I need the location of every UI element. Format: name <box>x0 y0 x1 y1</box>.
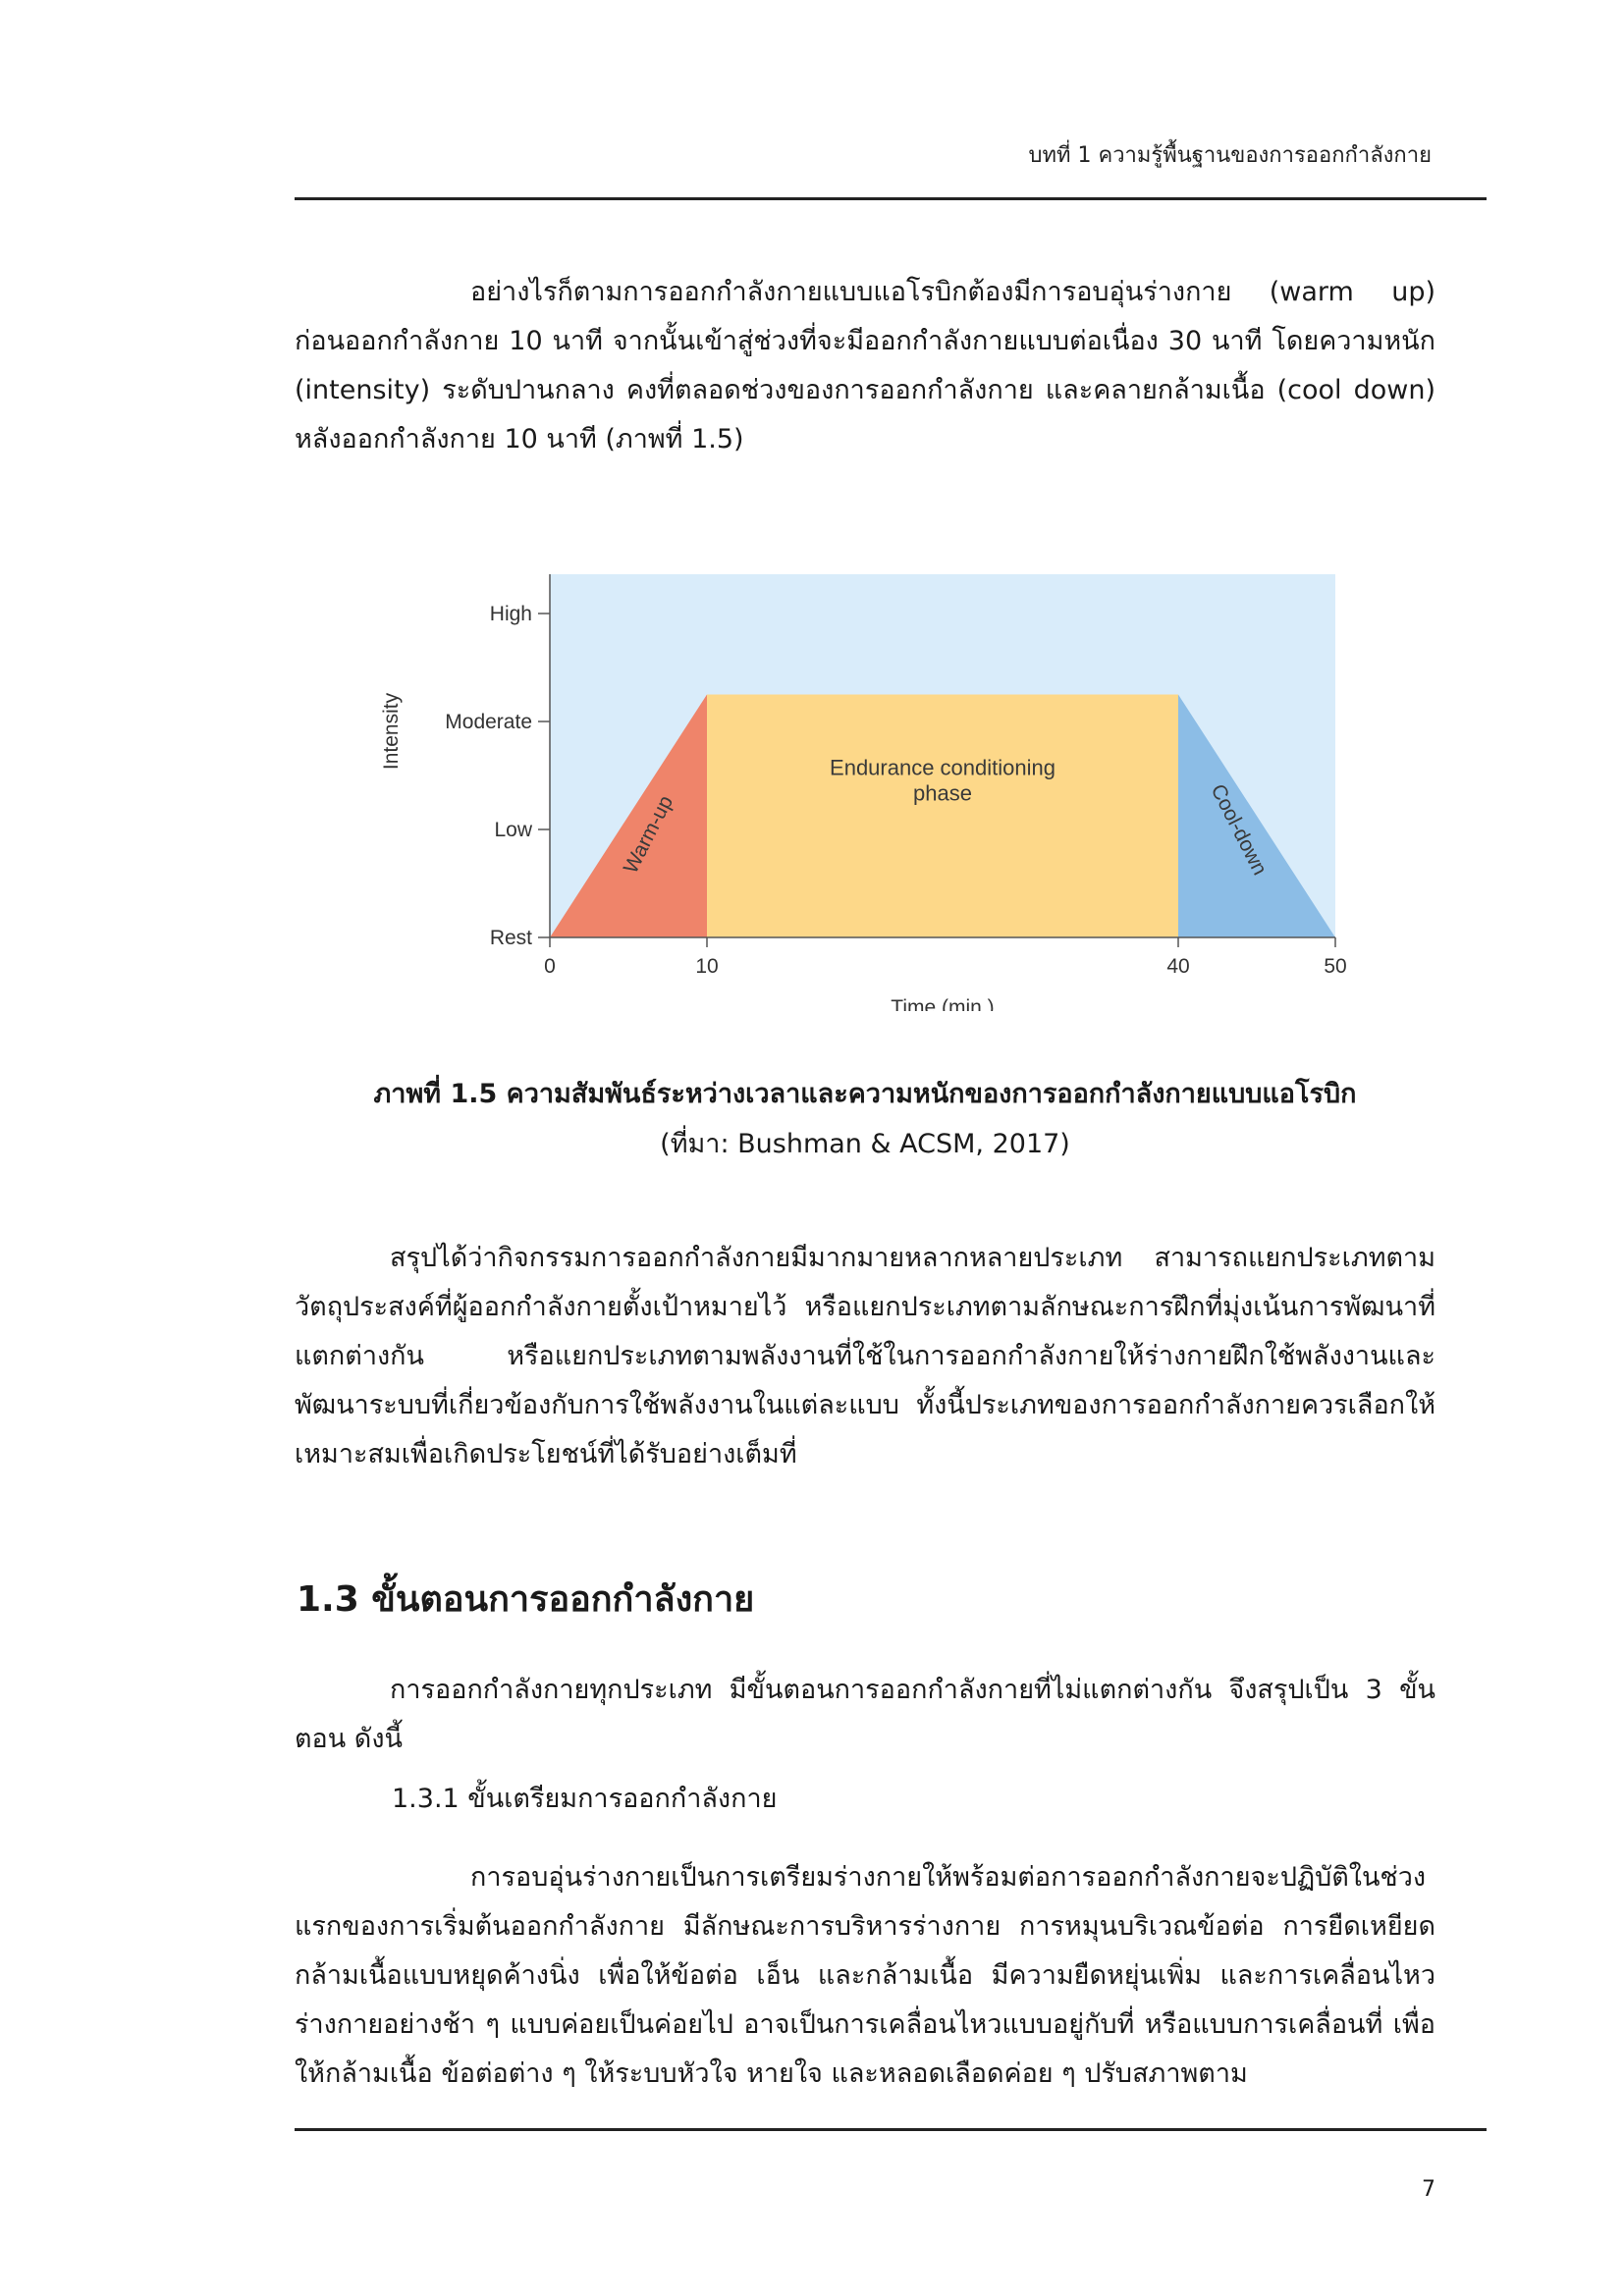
x-tick-label: 40 <box>1166 955 1190 978</box>
figure-intensity-time-chart <box>363 560 1355 1011</box>
subsection-heading-1-3-1: 1.3.1 ขั้นเตรียมการออกกำลังกาย <box>392 1784 778 1814</box>
x-tick-label: 50 <box>1324 955 1347 978</box>
phase-area-1 <box>707 695 1178 938</box>
y-tick-label: High <box>489 603 532 625</box>
paragraph-steps-intro: การออกกำลังกายทุกประเภท มีขั้นตอนการออกกำลังกายที่ไม่แตกต่างกัน จึงสรุปเป็น 3 ขั้นตอน ดังนี้ <box>295 1675 1435 1754</box>
paragraph-warmup-description: การอบอุ่นร่างกายเป็นการเตรียมร่างกายให้พร้อมต่อการออกกำลังกายจะปฏิบัติในช่วงแรกของการเริ่มต้นออกกำลังกาย มีลักษณะการบริหารร่างกาย การหมุนบริเวณข้อต่อ การยืดเหยียดกล้ามเนื้อแบบหยุดค้างนิ่ง เพื่อให้ข้อต่อ เอ็น และกล้ามเนื้อ มีความยืดหยุ่นเพิ่ม และการเคลื่อนไหวร่างกายอย่างช้า ๆ แบบค่อยเป็นค่อยไป อาจเป็นการเคลื่อนไหวแบบอยู่กับที่ หรือแบบการเคลื่อนที่ เพื่อให้กล้ามเนื้อ ข้อต่อต่าง ๆ ให้ระบบหัวใจ หายใจ และหลอดเลือดค่อย ๆ ปรับสภาพตาม <box>295 1862 1435 2089</box>
phase-label-line: phase <box>913 780 972 806</box>
section-heading-1-3: 1.3 ขั้นตอนการออกกำลังกาย <box>297 1579 755 1620</box>
figure-caption-source: (ที่มา: Bushman & ACSM, 2017) <box>660 1129 1070 1159</box>
paragraph-summary: สรุปได้ว่ากิจกรรมการออกกำลังกายมีมากมายหลากหลายประเภท สามารถแยกประเภทตามวัตถุประสงค์ที่ผู้ออกกำลังกายตั้งเป้าหมายไว้ หรือแยกประเภทตามลักษณะการฝึกที่มุ่งเน้นการพัฒนาที่แตกต่างกัน หรือแยกประเภทตามพลังงานที่ใช้ในการออกกำลังกายให้ร่างกายฝึกใช้พลังงานและพัฒนาระบบที่เกี่ยวข้องกับการใช้พลังงานในแต่ละแบบ ทั้งนี้ประเภทของการออกกำลังกายควรเลือกให้เหมาะสมเพื่อเกิดประโยชน์ที่ได้รับอย่างเต็มที่ <box>295 1243 1435 1469</box>
figure-caption-title: ภาพที่ 1.5 ความสัมพันธ์ระหว่างเวลาและความหนักของการออกกำลังกายแบบแอโรบิก <box>373 1079 1357 1109</box>
header-rule <box>295 197 1487 200</box>
footer-rule <box>295 2128 1487 2131</box>
phase-label-line: Cool-down <box>1206 780 1272 880</box>
x-tick-label: 10 <box>695 955 719 978</box>
phase-label-line: Endurance conditioning <box>830 755 1056 780</box>
y-tick-label: Rest <box>489 927 532 949</box>
running-header: บทที่ 1 ความรู้พื้นฐานของการออกกำลังกาย <box>1028 143 1432 168</box>
page-number: 7 <box>1422 2177 1435 2202</box>
chart-svg <box>363 560 1355 1011</box>
y-tick-label: Moderate <box>445 711 532 733</box>
paragraph-aerobic-phases: อย่างไรก็ตามการออกกำลังกายแบบแอโรบิกต้องมีการอบอุ่นร่างกาย (warm up) ก่อนออกกำลังกาย 10 นาที จากนั้นเข้าสู่ช่วงที่จะมีออกกำลังกายแบบต่อเนื่อง 30 นาที โดยความหนัก (intensity) ระดับปานกลาง คงที่ตลอดช่วงของการออกกำลังกาย และคลายกล้ามเนื้อ (cool down) หลังออกกำลังกาย 10 นาที (ภาพที่ 1.5) <box>295 277 1435 454</box>
y-tick-label: Low <box>494 819 532 841</box>
y-axis-title: Intensity <box>380 692 403 771</box>
x-axis-title: Time (min.) <box>891 996 995 1011</box>
phase-label-line: Warm-up <box>619 791 678 878</box>
x-tick-label: 0 <box>544 955 556 978</box>
